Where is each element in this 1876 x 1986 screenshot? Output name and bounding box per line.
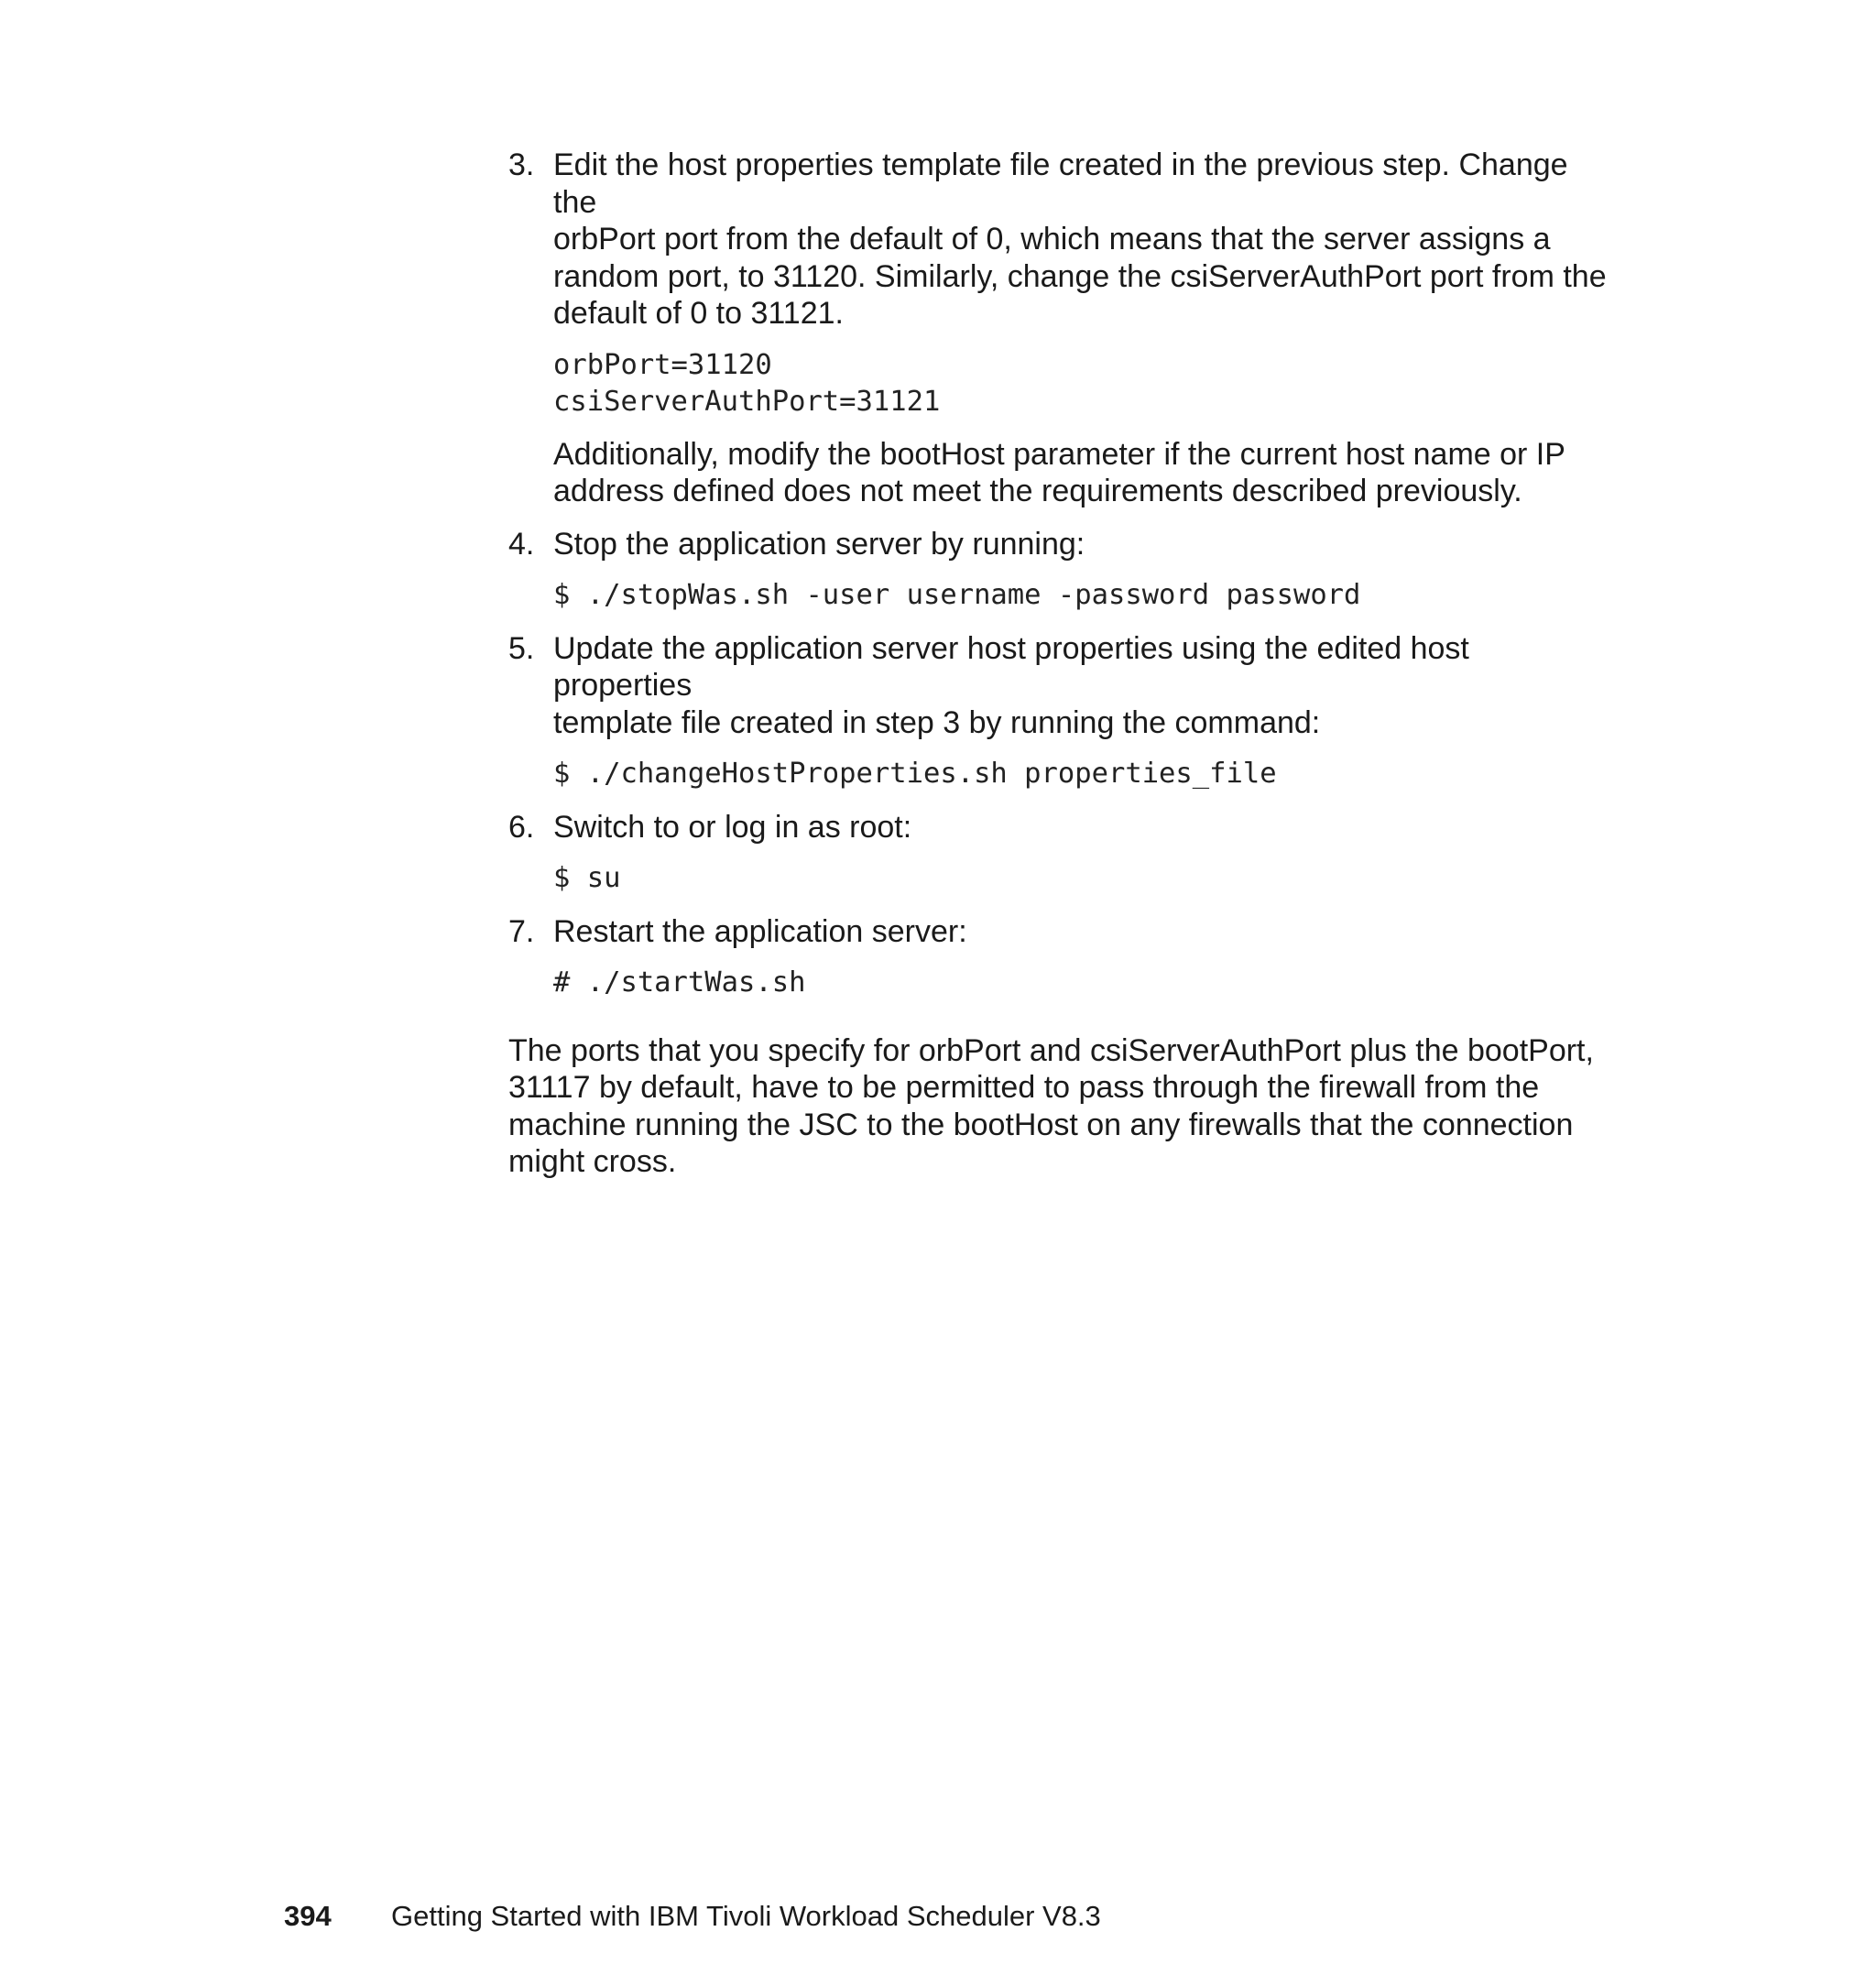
list-item-step-4 [508,526,1608,615]
list-item-step-6 [508,809,1608,898]
step-text: Restart the application server: [553,913,967,949]
page-footer [284,1898,1101,1935]
list-item-step-5 [508,630,1608,793]
list-item-step-7 [508,913,1608,1002]
code-block [553,577,1608,615]
code-line: orbPort=31120 [553,348,772,381]
step-number: 7. [508,913,535,949]
code-line: $ ./stopWas.sh -user username -password password [553,579,1361,611]
list-item-step-3 [508,147,1608,510]
code-line: csiServerAuthPort=31121 [553,386,941,418]
step-note: Additionally, modify the bootHost parameter if the current host name or IP address defined does not meet the requirements described previously. [553,436,1565,508]
page-number: 394 [284,1900,332,1932]
code-block [553,860,1608,898]
step-text: Update the application server host properties using the edited host properties template file created in step 3 by running the command: [553,630,1469,740]
code-line: # ./startWas.sh [553,966,806,998]
step-text: Switch to or log in as root: [553,809,912,845]
code-block [553,965,1608,1002]
code-line: $ ./changeHostProperties.sh properties_file [553,758,1277,790]
book-title: Getting Started with IBM Tivoli Workload Scheduler V8.3 [391,1900,1101,1932]
code-block [553,756,1608,793]
step-text: Edit the host properties template file created in the previous step. Change the orbPort port from the default of 0, which means that the server assigns a random port, to 31120. Similarly, change the csiServerAuthPort port from the default of 0 to 31121. [553,147,1607,331]
closing-paragraph: The ports that you specify for orbPort and csiServerAuthPort plus the bootPort, 31117 by default, have to be permitted to pass through the firewall from the machine running the JSC to the bootHost on any firewalls that the connection might cross. [508,1032,1594,1179]
step-number: 4. [508,526,535,562]
code-block [553,347,1608,421]
page-content [508,147,1608,1181]
step-number: 6. [508,809,535,845]
step-number: 5. [508,630,535,666]
step-number: 3. [508,147,535,182]
code-line: $ su [553,862,621,894]
step-text: Stop the application server by running: [553,526,1085,562]
